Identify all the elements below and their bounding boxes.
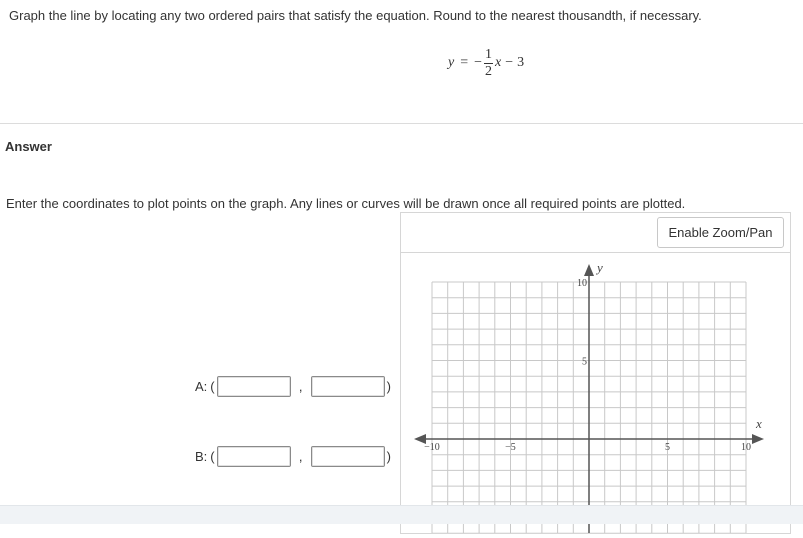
x-axis-right-arrow-icon [752,434,764,444]
graph-toolbar [401,213,790,253]
x-tick-label: −10 [424,442,440,453]
answer-instructions: Enter the coordinates to plot points on the graph. Any lines or curves will be drawn once all required points are plotted. [6,196,686,211]
coordinate-plane[interactable] [401,253,790,533]
y-axis-label: y [597,260,603,275]
y-axis-up-arrow-icon [584,264,594,276]
equation-lhs: y [448,55,455,70]
x-tick-label: 5 [665,442,670,453]
section-divider [0,123,803,124]
equation-numerator: 1 [485,46,493,62]
equation-sign: − [474,55,483,70]
equation [448,38,524,88]
equation-equals: = [460,55,469,70]
point-a-y-input[interactable] [311,376,385,397]
equation-operator: − [505,55,514,70]
point-a-open-paren: ( [210,378,215,394]
point-b-x-input[interactable] [217,446,291,467]
point-b-close-paren: ) [386,448,391,464]
point-a-row [195,374,391,398]
x-tick-label: −5 [505,442,516,453]
point-b-open-paren: ( [210,448,215,464]
x-axis-label: x [756,416,762,431]
graph-panel [400,212,791,534]
equation-variable: x [495,55,502,70]
point-a-label: A: [195,378,208,394]
footer-bar [0,505,803,524]
question-text: Graph the line by locating any two ordered pairs that satisfy the equation. Round to the nearest thousandth, if necessary. [9,8,702,23]
point-b-row [195,444,391,468]
y-tick-label: 10 [577,278,587,289]
point-b-y-input[interactable] [311,446,385,467]
equation-constant: 3 [517,55,525,70]
point-a-close-paren: ) [386,378,391,394]
point-b-label: B: [195,448,208,464]
enable-zoom-pan-button[interactable]: Enable Zoom/Pan [657,217,784,248]
point-b-comma: , [298,448,303,464]
point-a-x-input[interactable] [217,376,291,397]
equation-fraction [484,48,493,79]
graph-area[interactable] [401,253,790,533]
point-a-comma: , [298,378,303,394]
equation-denominator: 2 [485,63,493,79]
x-tick-label: 10 [741,442,751,453]
answer-heading: Answer [5,139,52,154]
y-tick-label: 5 [582,356,587,368]
